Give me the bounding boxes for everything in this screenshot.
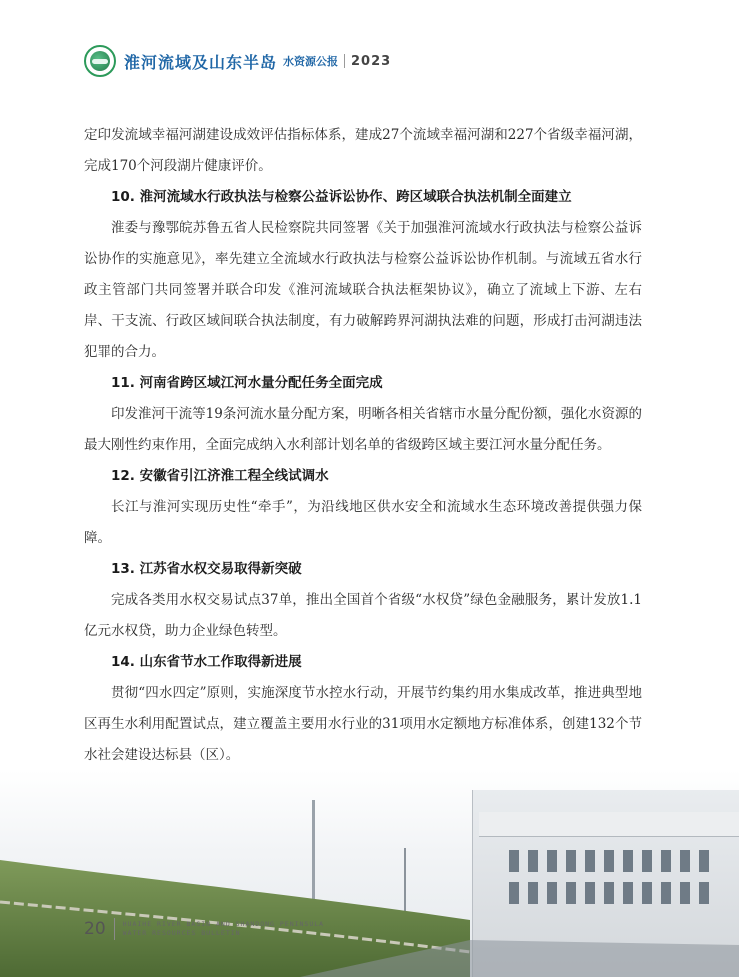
section-heading-12: 12. 安徽省引江济淮工程全线试调水 — [111, 468, 329, 484]
section-body-13: 完成各类用水权交易试点37单，推出全国首个省级“水权贷”绿色金融服务，累计发放1.1亿元水权贷，助力企业绿色转型。 — [84, 592, 642, 639]
bulletin-logo-icon — [84, 45, 116, 77]
footer-line-1: HUAIHE RIVER BASIN AND SHANDONG PENINSULA — [122, 920, 325, 928]
section-heading-11: 11. 河南省跨区域江河水量分配任务全面完成 — [111, 375, 383, 391]
page-number: 20 — [84, 919, 106, 939]
section-body-12: 长江与淮河实现历史性“牵手”，为沿线地区供水安全和流域水生态环境改善提供强力保障。 — [84, 499, 642, 546]
section-heading-14: 14. 山东省节水工作取得新进展 — [111, 654, 302, 670]
background-photo — [0, 770, 739, 977]
footer-publication-name — [123, 920, 324, 938]
section-heading-13: 13. 江苏省水权交易取得新突破 — [111, 561, 302, 577]
intro-paragraph: 定印发流域幸福河湖建设成效评估指标体系，建成27个流域幸福河湖和227个省级幸福河湖，完成170个河段湖片健康评价。 — [84, 127, 642, 174]
section-body-11: 印发淮河干流等19条河流水量分配方案，明晰各相关省辖市水量分配份额，强化水资源的最大刚性约束作用，全面完成纳入水利部计划名单的省级跨区域主要江河水量分配任务。 — [84, 406, 642, 453]
section-body-10: 淮委与豫鄂皖苏鲁五省人民检察院共同签署《关于加强淮河流域水行政执法与检察公益诉讼协作的实施意见》，率先建立全流域水行政执法与检察公益诉讼协作机制。与流域五省水行政主管部门共同签署并联合印发《淮河流域联合执法框架协议》，确立了流域上下游、左右岸、干支流、行政区域间联合执法制度，有力破解跨界河湖执法难的问题，形成打击河湖违法犯罪的合力。 — [84, 220, 642, 360]
header-divider — [344, 54, 345, 68]
header-subtitle: 水资源公报 — [283, 55, 339, 68]
grass-embankment — [0, 770, 739, 977]
section-body-14: 贯彻“四水四定”原则，实施深度节水控水行动，开展节约集约用水集成改革，推进典型地区再生水利用配置试点，建立覆盖主要用水行业的31项用水定额地方标准体系，创建132个节水社会建设达标县（区）。 — [84, 685, 642, 763]
header-title: 淮河流域及山东半岛 — [124, 52, 278, 72]
footer-line-2: WATER RESOURCES BULLETIN — [122, 929, 241, 937]
footer-divider — [114, 918, 115, 940]
page-header — [84, 44, 391, 78]
section-heading-10: 10. 淮河流域水行政执法与检察公益诉讼协作、跨区域联合执法机制全面建立 — [111, 189, 572, 205]
header-year: 2023 — [351, 53, 392, 69]
article-body — [84, 120, 642, 771]
page-footer — [84, 918, 324, 940]
